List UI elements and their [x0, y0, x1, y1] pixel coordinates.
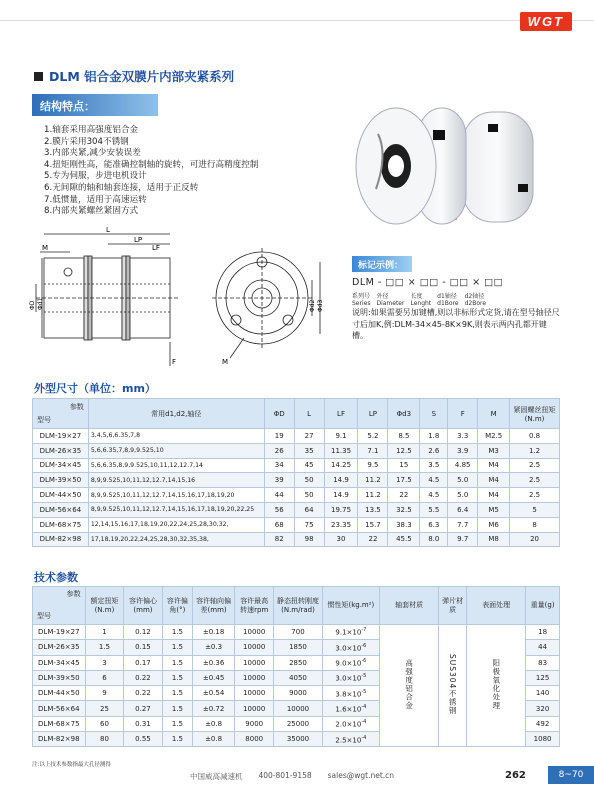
inertia-cell [322, 640, 380, 655]
marking-label-en: Series [352, 300, 371, 307]
table-cell: 3,4,5,6,6.35,7,8 [88, 429, 264, 444]
table-cell: 8.0 [420, 532, 448, 547]
table-cell: 9.5 [358, 458, 388, 473]
marking-labels [352, 291, 486, 307]
column-header: LF [324, 399, 358, 429]
table-cell: 8,9,9.525,10,11,12,12.7,14,15,16,17,18,19,20 [88, 488, 264, 503]
column-header: 轴套材质 [380, 587, 439, 625]
table-cell: DLM-56×64 [33, 701, 86, 716]
table-cell: 10000 [235, 625, 274, 640]
table-cell: ±0.36 [193, 655, 235, 670]
feature-item: 1.轴套采用高强度铝合金 [44, 125, 139, 135]
table-cell: 6.3 [420, 517, 448, 532]
table-cell: 0.22 [124, 686, 162, 701]
table-cell: 0.15 [124, 640, 162, 655]
footer-company: 中国威高减速机 [190, 772, 243, 781]
marking-label-en: Lenght [410, 300, 432, 307]
table-cell: 5.0 [448, 488, 478, 503]
inertia-base: 1.6×10 [335, 705, 362, 714]
table-cell: ±0.45 [193, 670, 235, 685]
table-cell: M2.5 [478, 429, 510, 444]
table-cell: 1.5 [162, 716, 192, 731]
table-row [33, 429, 560, 444]
table-cell: 35000 [274, 732, 322, 747]
table-cell: 1.5 [162, 625, 192, 640]
table-cell: 9.1 [324, 429, 358, 444]
hub-material-cell-text: 高强度铝合金 [404, 659, 414, 711]
marking-label: 长度 [410, 293, 423, 300]
table-cell: 5,6,6.35,7,8,9,9.525,10 [88, 443, 264, 458]
table-cell: 44 [264, 488, 294, 503]
feature-item: 6.无间隙的轴和轴套连接，适用于正反转 [44, 182, 199, 193]
table-cell: 1.5 [162, 686, 192, 701]
inertia-exponent: -7 [361, 627, 367, 634]
table-cell: 7.7 [448, 517, 478, 532]
table-cell: 80 [85, 732, 124, 747]
inertia-base: 3.0×10 [335, 674, 362, 683]
table-cell: 6.4 [448, 502, 478, 517]
table-cell: 0.31 [124, 716, 162, 731]
top-rule [0, 20, 594, 21]
table-cell: 14.9 [324, 488, 358, 503]
marking-description: 说明:如果需要另加键槽,则以非标形式定货,请在型号轴径尺寸后加K,例:DLM-34×45-8K×9K,则表示两内孔都开键槽。 [352, 308, 560, 340]
table-cell: DLM-39×50 [33, 473, 89, 488]
table-cell: 0.17 [124, 655, 162, 670]
marking-label: d1轴径 [437, 293, 457, 300]
table-cell: 60 [85, 716, 124, 731]
table-cell: 5.0 [448, 473, 478, 488]
table-cell: ±0.54 [193, 686, 235, 701]
table-cell: 26 [264, 443, 294, 458]
table-cell: M5 [478, 502, 510, 517]
page-range: 8~70 [548, 766, 594, 784]
table-cell: 9000 [274, 686, 322, 701]
table-cell: M4 [478, 473, 510, 488]
inertia-base: 9.0×10 [335, 659, 362, 668]
column-header: 静态扭转刚度(N.m/rad) [274, 587, 322, 625]
table-cell: 9 [85, 686, 124, 701]
table-cell: 19.75 [324, 502, 358, 517]
table-cell: DLM-44×50 [33, 488, 89, 503]
table-cell: 45.5 [388, 532, 420, 547]
feature-item: 4.扭矩刚性高，能准确控制轴的旋转，可进行高精度控制 [44, 159, 259, 170]
title-square-icon [34, 72, 43, 81]
table-cell: DLM-56×64 [33, 502, 89, 517]
table-cell: 11.2 [358, 488, 388, 503]
dim-d3: Φd3 [317, 299, 324, 312]
table-cell: 3.9 [448, 443, 478, 458]
table-cell: DLM-68×75 [33, 716, 86, 731]
table-cell: 2.6 [420, 443, 448, 458]
table-cell: DLM-39×50 [33, 670, 86, 685]
table-cell: 6 [85, 670, 124, 685]
marking-label: d2轴径 [464, 293, 485, 300]
table-cell: 3 [85, 655, 124, 670]
table-cell: 35 [294, 443, 324, 458]
table-cell: 700 [274, 625, 322, 640]
table-cell: 8000 [235, 732, 274, 747]
coupling-product-image [348, 94, 558, 244]
footer-phone: 400-801-9158 [258, 771, 312, 780]
table-cell: 12.5 [388, 443, 420, 458]
table-cell: 1850 [274, 640, 322, 655]
table-cell: M8 [478, 532, 510, 547]
footer-email: sales@wgt.net.cn [327, 771, 395, 780]
table-cell: 4050 [274, 670, 322, 685]
table-cell: 9.7 [448, 532, 478, 547]
table-cell: 4.5 [420, 473, 448, 488]
table-cell: 12,14,15,16,17,18,19,20,22,24,25,28,30,32, [88, 517, 264, 532]
table-cell: 5 [510, 502, 560, 517]
marking-label-en: d1Bore [437, 300, 459, 307]
column-header: 紧固螺丝扭矩(N.m) [510, 399, 560, 429]
marking-label-en: d2Bore [464, 300, 487, 307]
dim-d1: Φd1 [37, 297, 44, 310]
dim-M-right: M [222, 358, 229, 366]
column-header: ΦD [264, 399, 294, 429]
table-cell: 1.5 [85, 640, 124, 655]
table-cell: 0.22 [124, 670, 162, 685]
table-cell: ±0.72 [193, 701, 235, 716]
table-cell: 9000 [235, 716, 274, 731]
table-cell: 17,18,19,20,22,24,25,28,30,32,35,38, [88, 532, 264, 547]
feature-item: 2.膜片采用304不锈钢 [44, 136, 129, 147]
table-row [33, 502, 560, 517]
column-header: 弹片材质 [439, 587, 467, 625]
table-row [33, 443, 560, 458]
table-row [33, 488, 560, 503]
table-header-corner [33, 399, 89, 429]
table-cell: 44 [526, 640, 560, 655]
table-cell: 15.7 [358, 517, 388, 532]
dim-LP: LP [134, 236, 143, 244]
column-header: 额定扭矩(N.m) [85, 587, 124, 625]
table-cell: 3.5 [420, 458, 448, 473]
inertia-cell [322, 701, 380, 716]
inertia-cell [322, 732, 380, 747]
table-cell: 0.27 [124, 701, 162, 716]
header-param: 参数 [69, 403, 84, 411]
table-cell: 1.8 [420, 429, 448, 444]
feature-item: 3.内部夹紧,减少安装误差 [44, 148, 141, 159]
table-cell: 15 [388, 458, 420, 473]
column-header: 容许偏心(mm) [124, 587, 162, 625]
table-cell: 11.2 [358, 473, 388, 488]
column-header: 容许轴向偏差(mm) [193, 587, 235, 625]
column-header: 容许偏角(°) [162, 587, 192, 625]
table-cell: 0.8 [510, 429, 560, 444]
table-cell: 45 [294, 458, 324, 473]
table-cell: 8.5 [388, 429, 420, 444]
table-cell: 34 [264, 458, 294, 473]
table-cell: DLM-34×45 [33, 655, 86, 670]
series-title [34, 67, 234, 85]
table-cell: 4.5 [420, 488, 448, 503]
table-cell: DLM-68×75 [33, 517, 89, 532]
table-cell: ±0.3 [193, 640, 235, 655]
column-header: Φd3 [388, 399, 420, 429]
table-cell: 11.35 [324, 443, 358, 458]
marking-code: DLM - □□ × □□ - □□ × □□ [352, 277, 504, 288]
dim-M: M [42, 244, 49, 252]
table-cell: ±0.18 [193, 625, 235, 640]
inertia-cell [322, 716, 380, 731]
table-cell: 14.25 [324, 458, 358, 473]
table-cell: 22 [388, 488, 420, 503]
table-row [33, 517, 560, 532]
table-row [33, 625, 560, 640]
table-cell: 5.5 [420, 502, 448, 517]
header-param: 参数 [66, 590, 81, 598]
feature-item: 8.内部夹紧螺丝紧固方式 [44, 206, 139, 217]
column-header: 重量(g) [526, 587, 560, 625]
table-cell: 10000 [235, 655, 274, 670]
table-cell: M6 [478, 517, 510, 532]
table-cell: 1.5 [162, 640, 192, 655]
column-header: 常用d1,d2,轴径 [88, 399, 264, 429]
table-cell: 1.2 [510, 443, 560, 458]
table-cell: 23.35 [324, 517, 358, 532]
column-header: M [478, 399, 510, 429]
dim-d2: Φd2 [309, 299, 316, 312]
dim-L: L [106, 226, 110, 234]
table-cell: M4 [478, 458, 510, 473]
features-heading: 结构特点： [32, 94, 158, 116]
table-cell: 10000 [235, 701, 274, 716]
column-header: 表面处理 [467, 587, 526, 625]
table-cell: 492 [526, 716, 560, 731]
table-cell: 18 [526, 625, 560, 640]
dim-LF: LF [152, 244, 160, 252]
table-cell: 25000 [274, 716, 322, 731]
table-cell: 8,9,9.525,10,11,12,12.7,14,15,16 [88, 473, 264, 488]
inertia-cell [322, 625, 380, 640]
table-cell: M4 [478, 488, 510, 503]
inertia-base: 3.0×10 [335, 644, 362, 653]
column-header: 惯性矩(kg.m²) [322, 587, 380, 625]
table-cell: 8,9,9.525,10,11,12,12.7,14,15,16,17,18,19,20,22,25 [88, 502, 264, 517]
table-cell: 2850 [274, 655, 322, 670]
table-cell: M3 [478, 443, 510, 458]
feature-item: 7.低惯量，适用于高速运转 [44, 194, 147, 205]
table-cell: DLM-26×35 [33, 640, 86, 655]
dimension-diagram [30, 226, 350, 371]
table-cell: 1.5 [162, 701, 192, 716]
inertia-base: 9.1×10 [335, 628, 362, 637]
table-cell: 10000 [235, 640, 274, 655]
inertia-exponent: -6 [361, 642, 367, 649]
table-cell: 39 [264, 473, 294, 488]
page-number: 262 [505, 770, 526, 781]
table-cell: 27 [294, 429, 324, 444]
table-cell: 1 [85, 625, 124, 640]
table-cell: 19 [264, 429, 294, 444]
inertia-base: 3.8×10 [335, 690, 362, 698]
tech-table [32, 586, 560, 747]
inertia-cell [322, 655, 380, 670]
table-cell: 2.5 [510, 473, 560, 488]
table-cell: 2.5 [510, 488, 560, 503]
table-cell: 1.5 [162, 655, 192, 670]
inertia-exponent: -4 [361, 734, 367, 741]
inertia-base: 2.0×10 [335, 720, 362, 729]
marking-label: 外径 [376, 293, 389, 300]
table-cell: ±0.8 [193, 716, 235, 731]
table-cell: 10000 [235, 686, 274, 701]
table-cell: 8 [510, 517, 560, 532]
table-cell: 10000 [274, 701, 322, 716]
table-cell: 13.5 [358, 502, 388, 517]
table-row [33, 458, 560, 473]
surface-treatment-cell [467, 625, 526, 747]
table-cell: 83 [526, 655, 560, 670]
inertia-exponent: -5 [361, 673, 367, 680]
table-cell: 0.12 [124, 625, 162, 640]
dimensions-title: 外型尺寸（单位：mm） [34, 382, 156, 395]
brand-logo: WGT [520, 12, 572, 31]
table-cell: 20 [510, 532, 560, 547]
feature-item: 5.专为伺服，步进电机设计 [44, 171, 147, 182]
spring-material-cell [439, 625, 467, 747]
inertia-exponent: -5 [361, 688, 367, 695]
table-cell: 22 [358, 532, 388, 547]
table-cell: DLM-26×35 [33, 443, 89, 458]
column-header: S [420, 399, 448, 429]
table-row [33, 473, 560, 488]
header-model: 型号 [37, 612, 51, 620]
spring-material-cell-text: SUS304不锈钢 [448, 654, 458, 716]
dim-F: F [172, 358, 177, 366]
marking-heading: 标记示例： [352, 256, 412, 272]
table-cell: 10000 [235, 670, 274, 685]
table-row [33, 532, 560, 547]
inertia-cell [322, 686, 380, 701]
table-cell: 32.5 [388, 502, 420, 517]
table-cell: 50 [294, 473, 324, 488]
table-cell: 1.5 [162, 732, 192, 747]
table-cell: 1080 [526, 732, 560, 747]
footnote: 注:以上技术参数指最大孔径测得 [32, 762, 111, 768]
table-cell: DLM-82×98 [33, 732, 86, 747]
table-cell: DLM-19×27 [33, 429, 89, 444]
inertia-base: 2.5×10 [335, 735, 362, 744]
surface-treatment-cell-text: 阳极氧化处理 [491, 659, 501, 711]
features-list [44, 125, 258, 218]
table-cell: DLM-82×98 [33, 532, 89, 547]
inertia-cell [322, 670, 380, 685]
table-cell: 64 [294, 502, 324, 517]
hub-material-cell [380, 625, 439, 747]
table-cell: 98 [294, 532, 324, 547]
table-cell: 2.5 [510, 458, 560, 473]
table-cell: 7.1 [358, 443, 388, 458]
column-header: L [294, 399, 324, 429]
dim-OD: ΦD [29, 300, 36, 310]
table-cell: 4.85 [448, 458, 478, 473]
column-header: F [448, 399, 478, 429]
table-cell: 30 [324, 532, 358, 547]
inertia-exponent: -6 [361, 658, 367, 665]
table-cell: 82 [264, 532, 294, 547]
marking-label-en: Diameter [376, 300, 405, 307]
table-header-corner [33, 587, 86, 625]
inertia-exponent: -4 [361, 719, 367, 726]
inertia-exponent: -4 [361, 703, 367, 710]
table-cell: 3.3 [448, 429, 478, 444]
table-cell: 25 [85, 701, 124, 716]
tech-title: 技术参数 [34, 571, 78, 584]
table-cell: 0.55 [124, 732, 162, 747]
column-header: LP [358, 399, 388, 429]
table-cell: 38.3 [388, 517, 420, 532]
table-cell: 56 [264, 502, 294, 517]
header-model: 型号 [37, 416, 51, 424]
table-cell: 125 [526, 670, 560, 685]
dimensions-table [32, 398, 560, 547]
table-cell: 5,6,6.35,8,9,9.525,10,11,12,12.7,14 [88, 458, 264, 473]
table-cell: DLM-19×27 [33, 625, 86, 640]
table-cell: 75 [294, 517, 324, 532]
table-cell: 68 [264, 517, 294, 532]
marking-label: 系列号 [352, 293, 371, 300]
table-cell: 1.5 [162, 670, 192, 685]
footer [190, 771, 394, 782]
table-cell: 5.2 [358, 429, 388, 444]
table-cell: 50 [294, 488, 324, 503]
table-cell: DLM-44×50 [33, 686, 86, 701]
table-cell: DLM-34×45 [33, 458, 89, 473]
table-cell: 14.9 [324, 473, 358, 488]
column-header: 容许最高转速rpm [235, 587, 274, 625]
table-cell: 17.5 [388, 473, 420, 488]
table-cell: ±0.8 [193, 732, 235, 747]
table-cell: 320 [526, 701, 560, 716]
series-title-text: DLM 铝合金双膜片内部夹紧系列 [49, 69, 235, 84]
table-cell: 140 [526, 686, 560, 701]
